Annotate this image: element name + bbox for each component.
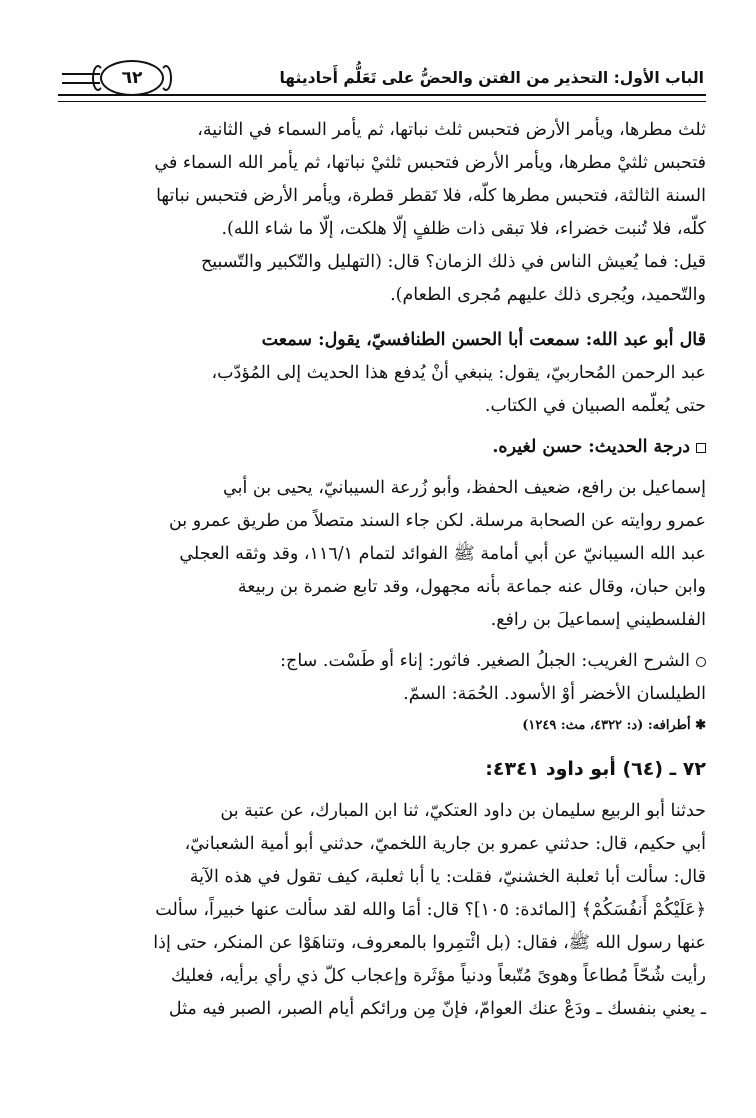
text-line: وابن حبان، وقال عنه جماعة بأنه مجهول، وقد تابع ضمرة بن ربيعة [237,577,706,597]
text-line: أبي حكيم، قال: حدثني عمرو بن جارية اللخميّ، حدثني أبو أمية الشعبانيّ، [184,834,706,854]
hadith-heading: ٧٢ ـ (٦٤) أبو داود ٤٣٤١: [485,758,706,780]
cross-references: ✱ أطرافه: (د: ٤٣٢٢، مث: ١٢٤٩) [522,718,706,733]
text-line: عبد الرحمن المُحاربيّ، يقول: ينبغي أنْ يُدفع هذا الحديث إلى المُؤدّب، [211,363,706,383]
text-line: فتحبس ثلثيْ مطرها، ويأمر الأرض فتحبس ثلثيْ نباتها، ثم يأمر الله السماء في [154,153,706,173]
circle-bullet-icon [696,657,706,667]
running-title: الباب الأول: التحذير من الفتن والحضُّ على تَعَلُّم أَحاديثها [279,69,704,87]
grade-label: درجة الحديث: [588,437,690,457]
text-line: كلّه، فلا تُنبت خضراء، فلا تبقى ذات ظلفٍ إلّا هلكت، إلّا ما شاء الله). [221,219,706,239]
text-line: قيل: فما يُعيش الناس في ذلك الزمان؟ قال: (التهليل والتّكبير والتّسبيح [200,252,706,272]
text-line: السنة الثالثة، فتحبس مطرها كلّه، فلا تَقطر قطرة، ويأمر الأرض فتحبس نباتها [156,186,706,206]
glossary [58,645,706,711]
paragraph-3 [58,472,706,637]
page-number: ٦٢ [100,60,164,96]
text-line: حتى يُعلّمه الصبيان في الكتاب. [484,396,706,416]
paragraph-1 [58,114,706,312]
square-bullet-icon [696,443,706,453]
page [58,56,706,1026]
glossary-line: الطيلسان الأخضر أوْ الأسود. الحُمَة: السمّ. [403,684,706,704]
text-line: قال: سألت أبا ثعلبة الخشنيّ، فقلت: يا أبا ثعلبة، كيف تقول في هذه الآية [189,867,706,887]
text-line: ثلث مطرها، ويأمر الأرض فتحبس ثلث نباتها، ثم يأمر السماء في الثانية، [197,120,706,140]
text-line: إسماعيل بن رافع، ضعيف الحفظ، وأبو زُرعة السيبانيّ، يحيى بن أبي [222,478,706,498]
text-line: حدثنا أبو الربيع سليمان بن داود العتكيّ، ثنا ابن المبارك، عن عتبة بن [220,801,706,821]
text-line: عبد الله السيبانيّ عن أبي أمامة ﷺ الفوائد لتمام ١١٦/١، وقد وثقه العجلي [179,544,706,564]
text-line: ـ يعني بنفسك ـ ودَعْ عنك العوامّ، فإنّ مِن ورائكم أيام الصبر، الصبر فيه مثل [168,999,706,1019]
glossary-line: الشرح الغريب: الجبلُ الصغير. فاثور: إناء أو طَسْت. ساج: [58,645,706,678]
text-line: قال أبو عبد الله: سمعت أبا الحسن الطنافسيّ، يقول: سمعت [261,330,706,350]
text-line: عنها رسول الله ﷺ، فقال: (بل ائْتمِروا بالمعروف، وتناهَوْا عن المنكر، حتى إذا [153,933,706,953]
hadith-grade [58,431,706,464]
header-rule [58,94,706,102]
text-line: ﴿عَلَيْكُمْ أَنفُسَكُمْ﴾ [المائدة: ١٠٥]؟ قال: أمَا والله لقد سألت عنها خبيراً، سألت [155,900,706,920]
grade-value: حسن لغيره. [492,437,583,457]
paragraph-4 [58,795,706,1026]
text-line: عمرو روايته عن الصحابة مرسلة. لكن جاء السند متصلاً من طريق عمرو بن [168,511,706,531]
text-line: رأيت شُحّاً مُطاعاً وهوىً مُتّبعاً ودنياً مؤثَرة وإعجاب كلّ ذي رأي برأيه، فعليك [170,966,706,986]
paragraph-2 [58,324,706,423]
text-line: والتّحميد، ويُجرى ذلك عليهم مُجرى الطعام). [390,285,706,305]
text-line: الفلسطيني إسماعيلَ بن رافع. [490,610,706,630]
page-header [58,56,706,100]
page-number-ornament [58,60,164,96]
